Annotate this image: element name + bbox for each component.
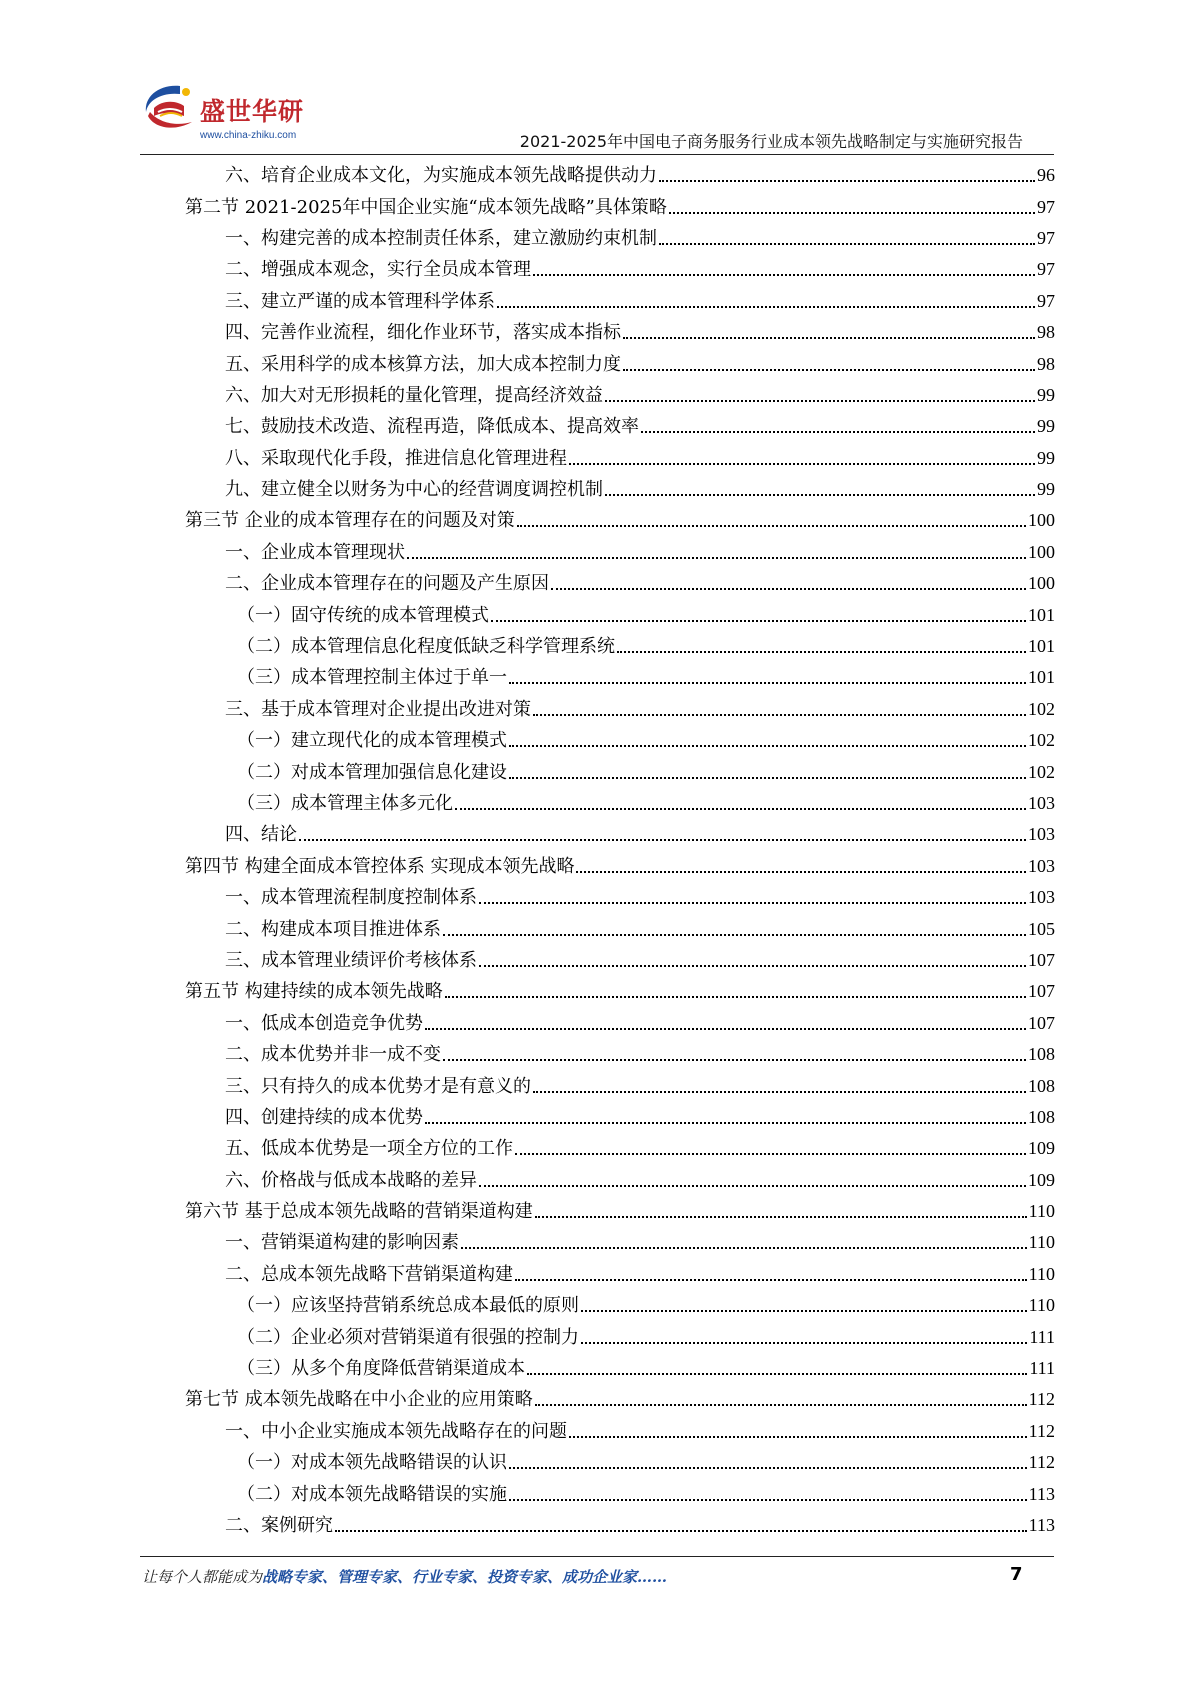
toc-entry-page: 112 [1028,1452,1055,1473]
toc-entry-title: 一、构建完善的成本控制责任体系，建立激励约束机制 [225,227,657,249]
toc-entry[interactable] [185,694,1055,725]
toc-leader-dots [407,556,1026,559]
toc-entry[interactable] [185,599,1055,630]
toc-entry-page: 112 [1028,1420,1055,1441]
toc-entry[interactable] [185,537,1055,568]
toc-leader-dots [535,1403,1027,1406]
toc-entry[interactable] [185,788,1055,819]
toc-entry-page: 110 [1028,1263,1055,1284]
toc-entry-title: 一、成本管理流程制度控制体系 [225,887,477,909]
toc-leader-dots [605,399,1035,402]
toc-entry-page: 100 [1028,573,1055,594]
toc-entry-page: 100 [1028,541,1055,562]
toc-entry-page: 103 [1028,793,1055,813]
toc-leader-dots [641,430,1035,433]
toc-entry-page: 108 [1028,1106,1055,1127]
page-header [0,0,1191,160]
toc-entry[interactable] [185,1227,1055,1258]
toc-leader-dots [527,1372,1027,1375]
toc-entry-title: 三、基于成本管理对企业提出改进对策 [225,698,531,720]
toc-entry-title: （二）企业必须对营销渠道有很强的控制力 [237,1326,579,1348]
toc-entry-page: 113 [1028,1483,1055,1504]
toc-leader-dots [605,493,1035,496]
toc-entry[interactable] [185,945,1055,976]
toc-entry-title: 四、结论 [225,824,297,846]
toc-leader-dots [576,870,1026,873]
toc-entry-title: （一）对成本领先战略错误的认识 [237,1452,507,1474]
toc-entry-title: 五、采用科学的成本核算方法，加大成本控制力度 [225,353,621,375]
toc-entry-title: （一）固守传统的成本管理模式 [237,604,489,626]
toc-entry-page: 111 [1029,1326,1055,1347]
toc-entry-page: 105 [1028,918,1055,939]
toc-entry-page: 103 [1028,824,1055,845]
toc-entry-page: 110 [1028,1232,1055,1253]
toc-entry-page: 99 [1037,447,1055,468]
toc-entry[interactable] [185,819,1055,850]
toc-entry-page: 101 [1028,604,1055,625]
toc-entry-title: 第七节 成本领先战略在中小企业的应用策略 [185,1389,533,1411]
toc-entry[interactable] [185,380,1055,411]
toc-entry[interactable] [185,191,1055,222]
toc-entry[interactable] [185,1478,1055,1509]
toc-entry-title: 二、案例研究 [225,1514,333,1536]
toc-entry[interactable] [185,756,1055,787]
toc-entry-title: 二、构建成本项目推进体系 [225,918,441,940]
toc-leader-dots [299,838,1026,841]
toc-leader-dots [497,305,1035,308]
toc-entry-title: 三、建立严谨的成本管理科学体系 [225,290,495,312]
toc-entry[interactable] [185,851,1055,882]
toc-entry[interactable] [185,1133,1055,1164]
toc-entry-page: 102 [1028,730,1055,751]
logo-emblem-icon [140,82,202,138]
header-divider [140,154,1054,155]
toc-leader-dots [509,744,1026,747]
toc-entry-page: 96 [1037,165,1055,186]
toc-leader-dots [455,807,1026,810]
toc-entry[interactable] [185,631,1055,662]
toc-entry[interactable] [185,1321,1055,1352]
toc-entry[interactable] [185,474,1055,505]
toc-entry[interactable] [185,317,1055,348]
toc-entry-page: 112 [1028,1389,1055,1410]
toc-entry-page: 110 [1028,1201,1055,1222]
toc-entry[interactable] [185,1008,1055,1039]
company-logo [140,82,315,152]
toc-entry[interactable] [185,1039,1055,1070]
toc-entry[interactable] [185,1102,1055,1133]
toc-entry-title: 一、营销渠道构建的影响因素 [225,1232,459,1254]
toc-entry-title: 一、企业成本管理现状 [225,541,405,563]
toc-entry-page: 97 [1037,196,1055,217]
toc-entry-page: 110 [1028,1295,1055,1316]
toc-leader-dots [569,1435,1027,1438]
toc-entry-title: （三）成本管理主体多元化 [237,793,453,814]
toc-entry-page: 97 [1037,290,1055,311]
toc-leader-dots [551,587,1026,590]
toc-entry[interactable] [185,1165,1055,1196]
toc-leader-dots [335,1529,1027,1532]
toc-entry[interactable] [185,411,1055,442]
toc-leader-dots [425,1027,1026,1030]
toc-entry-page: 101 [1028,636,1055,657]
toc-entry-title: 二、总成本领先战略下营销渠道构建 [225,1263,513,1285]
toc-leader-dots [517,524,1026,527]
toc-entry-page: 107 [1028,949,1055,970]
toc-leader-dots [669,211,1035,214]
table-of-contents [185,160,1055,1541]
toc-entry-title: 七、鼓励技术改造、流程再造，降低成本、提高效率 [225,416,639,438]
toc-leader-dots [425,1121,1026,1124]
toc-entry-page: 109 [1028,1169,1055,1190]
toc-entry-title: （一）建立现代化的成本管理模式 [237,730,507,752]
toc-entry[interactable] [185,1196,1055,1227]
toc-entry-title: （一）应该坚持营销系统总成本最低的原则 [237,1295,579,1317]
toc-entry-title: （三）从多个角度降低营销渠道成本 [237,1358,525,1380]
page-number: 7 [1010,1564,1023,1585]
footer-slogan-prefix: 让每个人都能成为 [142,1568,263,1586]
footer-slogan-highlight: 战略专家、管理专家、行业专家、投资专家、成功企业家…… [262,1568,668,1586]
toc-leader-dots [445,995,1026,998]
toc-entry-title: 第四节 构建全面成本管控体系 实现成本领先战略 [185,855,575,877]
toc-entry-title: 六、培育企业成本文化，为实施成本领先战略提供动力 [225,165,657,187]
toc-entry-title: （二）成本管理信息化程度低缺乏科学管理系统 [237,636,615,658]
toc-entry[interactable] [185,913,1055,944]
toc-leader-dots [443,1058,1026,1061]
toc-entry-page: 111 [1029,1358,1055,1379]
toc-entry-page: 98 [1037,322,1055,343]
toc-entry[interactable] [185,160,1055,191]
toc-leader-dots [533,273,1035,276]
toc-entry-title: 一、中小企业实施成本领先战略存在的问题 [225,1420,567,1442]
toc-entry[interactable] [185,223,1055,254]
toc-leader-dots [581,1341,1027,1344]
toc-entry-title: 第二节 2021-2025年中国企业实施“成本领先战略”具体策略 [185,196,667,218]
toc-entry[interactable] [185,254,1055,285]
toc-leader-dots [659,179,1035,182]
toc-entry-title: （三）成本管理控制主体过于单一 [237,667,507,689]
toc-entry-page: 107 [1028,1012,1055,1033]
toc-entry-page: 97 [1037,259,1055,280]
toc-leader-dots [509,776,1026,779]
toc-leader-dots [509,1466,1027,1469]
toc-entry-title: 六、加大对无形损耗的量化管理，提高经济效益 [225,384,603,406]
toc-entry[interactable] [185,1416,1055,1447]
toc-leader-dots [479,1184,1026,1187]
toc-leader-dots [569,462,1035,465]
toc-entry-title: （二）对成本管理加强信息化建设 [237,761,507,783]
toc-entry[interactable] [185,443,1055,474]
toc-entry[interactable] [185,1384,1055,1415]
toc-entry-title: 八、采取现代化手段，推进信息化管理进程 [225,447,567,469]
toc-entry-title: 二、增强成本观念，实行全员成本管理 [225,259,531,281]
toc-entry-page: 99 [1037,416,1055,437]
toc-leader-dots [479,901,1026,904]
toc-entry[interactable] [185,1510,1055,1541]
toc-entry[interactable] [185,1353,1055,1384]
toc-entry-title: 九、建立健全以财务为中心的经营调度调控机制 [225,479,603,501]
toc-leader-dots [443,933,1026,936]
toc-entry-title: 一、低成本创造竞争优势 [225,1012,423,1034]
toc-entry-title: 五、低成本优势是一项全方位的工作 [225,1138,513,1160]
toc-entry-page: 101 [1028,667,1055,688]
report-title: 2021-2025年中国电子商务服务行业成本领先战略制定与实施研究报告 [519,132,1023,151]
toc-entry[interactable] [185,976,1055,1007]
toc-entry[interactable] [185,286,1055,317]
toc-entry-title: 四、创建持续的成本优势 [225,1106,423,1128]
toc-leader-dots [533,1090,1026,1093]
toc-leader-dots [659,242,1035,245]
toc-entry-page: 102 [1028,698,1055,719]
toc-leader-dots [515,1278,1027,1281]
toc-leader-dots [461,1246,1027,1249]
toc-entry-title: 第三节 企业的成本管理存在的问题及对策 [185,510,515,532]
toc-leader-dots [515,1152,1026,1155]
toc-entry-title: （二）对成本领先战略错误的实施 [237,1483,507,1505]
toc-entry-title: 二、企业成本管理存在的问题及产生原因 [225,573,549,595]
toc-entry[interactable] [185,882,1055,913]
footer-divider [140,1556,1054,1557]
toc-entry[interactable] [185,1070,1055,1101]
toc-entry-title: 第五节 构建持续的成本领先战略 [185,981,443,1003]
logo-url: www.china-zhiku.com [200,130,297,141]
toc-entry-page: 108 [1028,1044,1055,1065]
toc-entry-page: 109 [1028,1138,1055,1159]
toc-entry-page: 98 [1037,353,1055,374]
toc-entry[interactable] [185,348,1055,379]
toc-entry[interactable] [185,1447,1055,1478]
footer-slogan [142,1566,667,1587]
toc-entry-page: 113 [1028,1514,1055,1535]
toc-entry-page: 99 [1037,384,1055,405]
toc-entry-page: 102 [1028,761,1055,782]
toc-entry-page: 108 [1028,1075,1055,1096]
toc-leader-dots [623,368,1035,371]
toc-leader-dots [533,713,1026,716]
toc-entry[interactable] [185,505,1055,536]
toc-leader-dots [509,681,1026,684]
toc-entry-title: 第六节 基于总成本领先战略的营销渠道构建 [185,1201,533,1223]
toc-entry[interactable] [185,725,1055,756]
toc-entry-title: 三、成本管理业绩评价考核体系 [225,949,477,971]
toc-entry-page: 103 [1028,887,1055,908]
toc-entry-page: 99 [1037,479,1055,500]
toc-entry[interactable] [185,1290,1055,1321]
toc-entry-title: 六、价格战与低成本战略的差异 [225,1169,477,1191]
toc-entry-title: 二、成本优势并非一成不变 [225,1044,441,1066]
toc-entry-page: 97 [1037,227,1055,248]
toc-leader-dots [491,619,1026,622]
toc-entry-title: 四、完善作业流程，细化作业环节，落实成本指标 [225,322,621,344]
toc-leader-dots [509,1498,1027,1501]
toc-entry-page: 103 [1028,855,1055,876]
toc-leader-dots [535,1215,1027,1218]
logo-name: 盛世华研 [200,97,305,126]
toc-entry[interactable] [185,568,1055,599]
toc-entry-page: 107 [1028,981,1055,1002]
toc-leader-dots [479,964,1026,967]
toc-entry-title: 三、只有持久的成本优势才是有意义的 [225,1075,531,1097]
toc-entry[interactable] [185,662,1055,693]
toc-leader-dots [623,336,1035,339]
toc-entry[interactable] [185,1259,1055,1290]
toc-entry-page: 100 [1028,510,1055,531]
toc-leader-dots [581,1309,1027,1312]
toc-leader-dots [617,650,1026,653]
